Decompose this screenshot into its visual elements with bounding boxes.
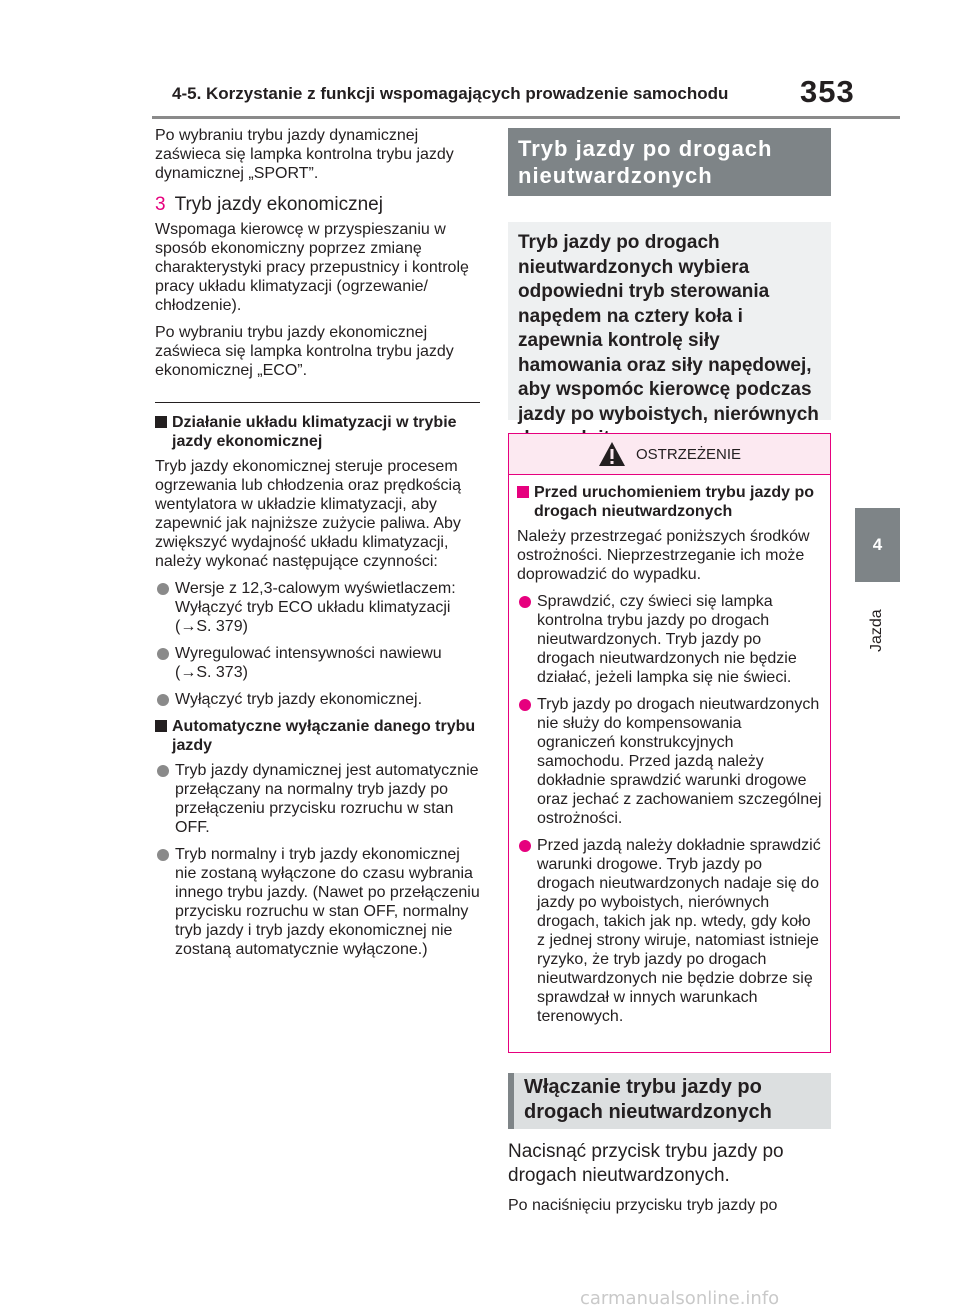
list-item-text: Sprawdzić, czy świeci się lampka kontrolna trybu jazdy po drogach nieutwardzonych. Tryb jazdy po drogach nieutwardzonych nie będzie działać, jeżeli lampka się nie świeci. bbox=[537, 593, 797, 686]
paragraph: Wspomaga kierowcę w przyspieszaniu w sposób ekonomiczny poprzez zmianę charakterystyki pracy przepustnicy i kontrolę pracy układu klimatyzacji (ogrzewanie/ chłodzenie). bbox=[155, 221, 469, 314]
chapter-label bbox=[868, 592, 888, 652]
bullet-icon bbox=[519, 840, 531, 852]
instruction-subtext: Po naciśnięciu przycisku tryb jazdy po bbox=[508, 1197, 778, 1214]
list-item-text: Tryb jazdy po drogach nieutwardzonych nie służy do kompensowania ograniczeń konstrukcyjnych samochodu. Przed jazdą należy dokładnie sprawdzić warunki drogowe oraz jechać z zachowaniem szczególnej ostrożności. bbox=[537, 696, 822, 827]
section-title: Włączanie trybu jazdy po drogach nieutwardzonych bbox=[508, 1073, 831, 1129]
subheading bbox=[155, 717, 480, 755]
list-item-text: Wersje z 12,3-calowym wyświetlaczem: Wyłączyć tryb ECO układu klimatyzacji (→S. 379) bbox=[175, 580, 456, 635]
bullet-icon bbox=[157, 583, 169, 595]
instruction-text: Nacisnąć przycisk trybu jazdy po drogach nieutwardzonych. bbox=[508, 1141, 784, 1186]
section-title: Tryb jazdy po drogach nieutwardzonych bbox=[508, 128, 831, 196]
list-item bbox=[155, 845, 480, 959]
warning-title: OSTRZEŻENIE bbox=[635, 445, 741, 463]
list-item-text: Wyłączyć tryb jazdy ekonomicznej. bbox=[175, 691, 423, 708]
list-item bbox=[155, 761, 480, 837]
list-item-text: Tryb normalny i tryb jazdy ekonomicznej nie zostaną wyłączone do czasu wybrania innego trybu jazdy. (Nawet po przełączeniu przycisku rozruchu w stan OFF, normalny tryb jazdy i tryb jazdy ekonomicznej nie zostaną automatycznie wyłączone.) bbox=[175, 846, 480, 958]
bullet-icon bbox=[519, 596, 531, 608]
bullet-icon bbox=[519, 699, 531, 711]
left-column bbox=[155, 126, 480, 967]
warning-subheading-text: Przed uruchomieniem trybu jazdy po drogach nieutwardzonych bbox=[534, 484, 815, 520]
bullet-icon bbox=[157, 694, 169, 706]
paragraph: Po wybraniu trybu jazdy ekonomicznej zaświeca się lampka kontrolna trybu jazdy ekonomicznej „ECO”. bbox=[155, 324, 454, 379]
step-number: 3 bbox=[155, 194, 166, 215]
list-item-text: Przed jazdą należy dokładnie sprawdzić warunki drogowe. Tryb jazdy po drogach nieutwardzonych nadaje się do jazdy po wyboistych, nierównych drogach, takich jak np. wtedy, gdy koło z jednej strony wiruje, natomiast istnieje ryzyko, że tryb jazdy po drogach nieutwardzonych nie będzie dobrze się sprawdzał w innych warunkach terenowych. bbox=[537, 837, 821, 1025]
list-item bbox=[155, 644, 480, 682]
subheading bbox=[155, 413, 480, 451]
watermark: carmanualsonline.info bbox=[580, 1288, 780, 1309]
chapter-title: 4-5. Korzystanie z funkcji wspomagających prowadzenie samochodu bbox=[172, 84, 729, 103]
square-bullet-icon bbox=[155, 416, 167, 428]
warning-box bbox=[508, 433, 831, 1053]
bullet-icon bbox=[157, 648, 169, 660]
header-rule bbox=[152, 116, 900, 119]
intro-text: Po wybraniu trybu jazdy dynamicznej zaświeca się lampka kontrolna trybu jazdy dynamicznej „SPORT”. bbox=[155, 127, 454, 182]
lead-box: Tryb jazdy po drogach nieutwardzonych wybiera odpowiedni tryb sterowania napędem na cztery koła i zapewnia kontrolę siły hamowania oraz siły napędowej, aby wspomóc kierowcę podczas jazdy po wyboistych, nierównych bbox=[508, 222, 831, 420]
subheading-text: Automatyczne wyłączanie danego trybu jazdy bbox=[172, 718, 476, 754]
warning-icon bbox=[598, 441, 626, 467]
list-item bbox=[517, 592, 822, 687]
paragraph: Tryb jazdy ekonomicznej steruje procesem ogrzewania lub chłodzenia oraz prędkością wentylatora w układzie klimatyzacji, aby zapewnić jak najniższe zużycie paliwa. Aby zwiększyć wydajność układu klimatyzacji, należy wykonać następujące czynności: bbox=[155, 458, 461, 570]
warning-text: Należy przestrzegać poniższych środków ostrożności. Nieprzestrzeganie ich może doprowadzić do wypadku. bbox=[517, 528, 810, 583]
list-item-text: Wyregulować intensywności nawiewu (→S. 373) bbox=[175, 645, 442, 681]
chapter-label-text: Jazda bbox=[868, 609, 885, 652]
bullet-icon bbox=[157, 849, 169, 861]
warning-header bbox=[509, 434, 830, 475]
list-item bbox=[517, 695, 822, 828]
step-heading bbox=[155, 195, 480, 214]
list-item bbox=[517, 836, 822, 1026]
step-title: Tryb jazdy ekonomicznej bbox=[174, 194, 383, 215]
list-item bbox=[155, 579, 480, 636]
list-item-text: Tryb jazdy dynamicznej jest automatycznie przełączany na normalny tryb jazdy po przełączeniu przycisku rozruchu w stan OFF. bbox=[175, 762, 479, 836]
warning-subheading bbox=[517, 483, 822, 521]
square-bullet-icon bbox=[155, 720, 167, 732]
square-bullet-icon bbox=[517, 486, 529, 498]
page-number: 353 bbox=[800, 74, 855, 109]
subheading-text: Działanie układu klimatyzacji w trybie jazdy ekonomicznej bbox=[172, 414, 457, 450]
warning-body bbox=[509, 475, 830, 1026]
list-item bbox=[155, 690, 480, 709]
chapter-tab: 4 bbox=[855, 508, 900, 582]
divider bbox=[155, 402, 480, 403]
bullet-icon bbox=[157, 765, 169, 777]
